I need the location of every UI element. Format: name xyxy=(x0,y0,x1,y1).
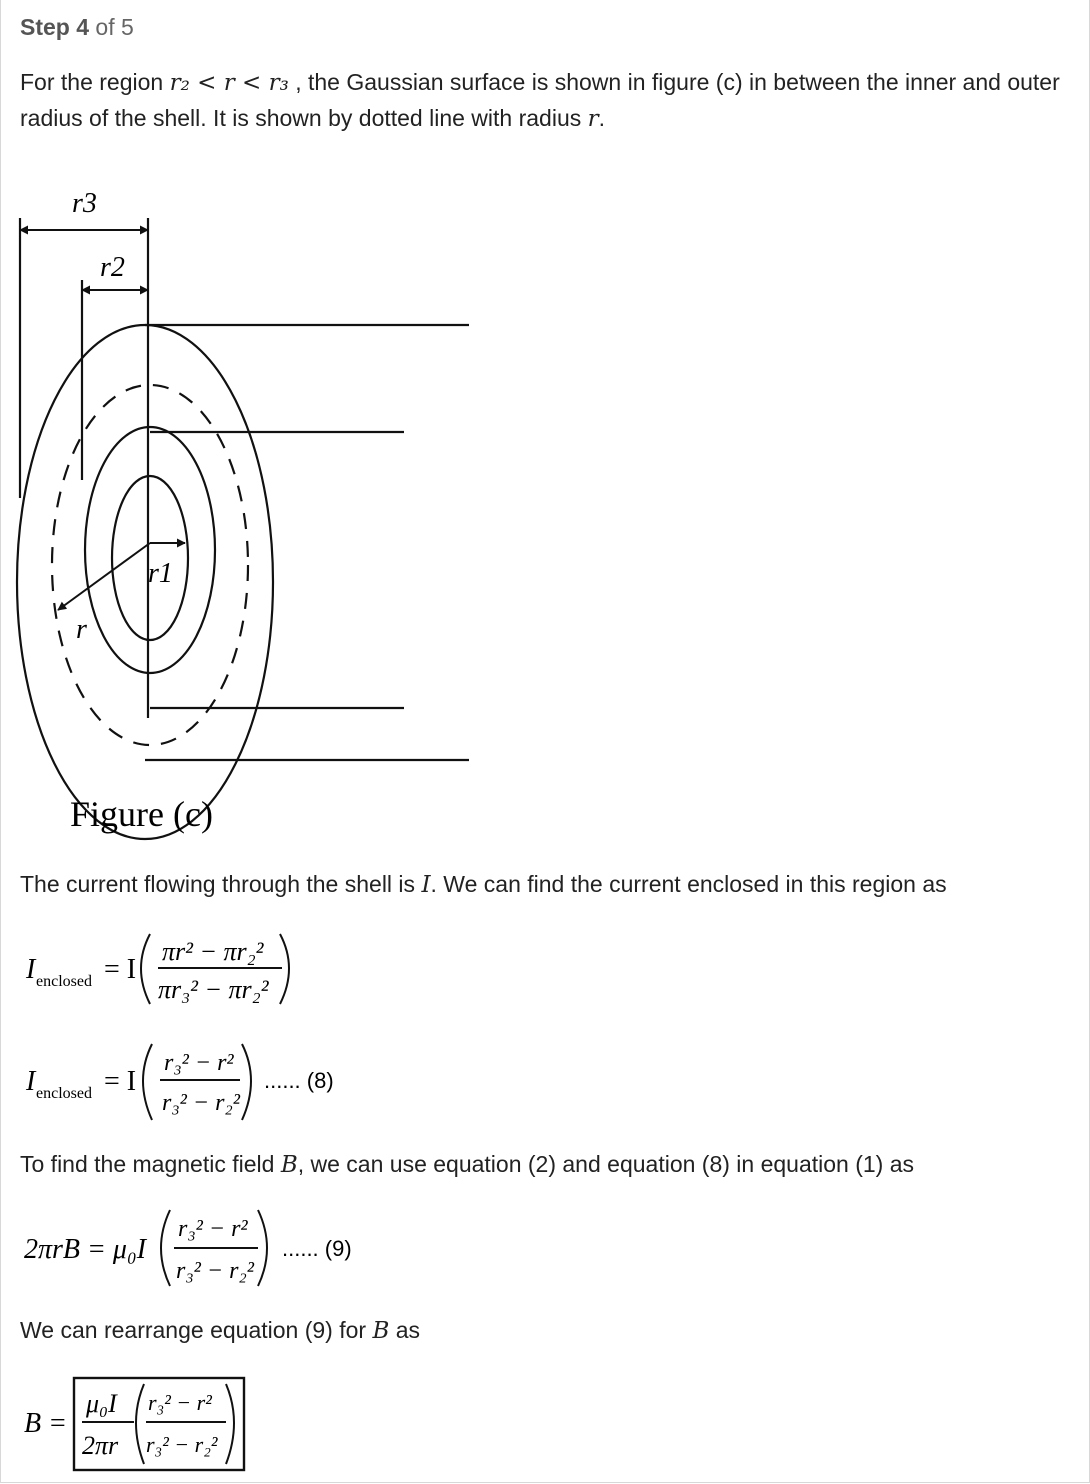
step-word: Step xyxy=(20,14,70,40)
eq8-denominator: r₃² − r₂² xyxy=(162,1090,240,1116)
result-f1-num: μ₀I xyxy=(86,1389,117,1418)
field-pre: To find the magnetic field xyxy=(20,1151,275,1177)
eq8-lhs-symbol: I xyxy=(26,1066,36,1097)
eq8-equals: = I xyxy=(104,1066,137,1097)
eq1-lhs-subscript: enclosed xyxy=(36,973,92,990)
eq9-tag: ...... (9) xyxy=(282,1236,352,1261)
label-r3: r3 xyxy=(72,188,97,219)
result-lhs: B = xyxy=(24,1408,67,1439)
step-header xyxy=(20,14,134,41)
intro-post: , the Gaussian surface is shown in figure (c) in between the inner and outer xyxy=(295,69,1060,95)
eq9-denominator: r₃² − r₂² xyxy=(176,1258,254,1284)
eq9-lhs: 2πrB = μ₀I xyxy=(24,1234,147,1265)
inner-shell-ellipse xyxy=(85,427,215,673)
result-f2-den: r₃² − r₂² xyxy=(146,1432,218,1457)
eq1-numerator: πr² − πr₂² xyxy=(162,937,264,966)
step-number: 4 xyxy=(76,14,90,40)
field-paragraph xyxy=(20,1146,914,1183)
eq1-equals: = I xyxy=(104,954,137,985)
eq8-numerator: r₃² − r² xyxy=(164,1050,234,1076)
rearrange-pre: We can rearrange equation (9) for xyxy=(20,1317,367,1343)
field-var: B xyxy=(280,1152,298,1178)
current-pre: The current flowing through the shell is xyxy=(20,871,416,897)
eq8-lhs-subscript: enclosed xyxy=(36,1085,92,1102)
eq9-numerator: r₃² − r² xyxy=(178,1216,248,1242)
equation-8 xyxy=(0,1034,400,1130)
intro-line-2 xyxy=(20,100,605,137)
region-condition: r₂ < r < r₃ xyxy=(169,70,289,96)
step-of: of xyxy=(95,14,115,40)
intro-line2-end: . xyxy=(598,105,606,131)
equation-enclosed-pi xyxy=(0,920,340,1020)
rearrange-post: as xyxy=(389,1317,421,1343)
equation-9 xyxy=(0,1200,420,1296)
intro-line2-var: r xyxy=(587,106,599,132)
intro-line2-text: radius of the shell. It is shown by dotted line with radius xyxy=(20,105,582,131)
outer-shell-ellipse xyxy=(17,325,273,839)
label-r2: r2 xyxy=(100,252,125,283)
eq1-lhs-symbol: I xyxy=(26,954,36,985)
rearrange-paragraph xyxy=(20,1312,420,1349)
figure-caption: Figure (c) xyxy=(70,794,213,834)
result-f2-num: r₃² − r² xyxy=(148,1390,212,1415)
r-radius-arrow xyxy=(58,543,150,610)
current-paragraph xyxy=(20,866,947,903)
label-r: r xyxy=(76,614,87,645)
result-f1-den: 2πr xyxy=(82,1431,119,1460)
figure-c-diagram xyxy=(0,180,500,860)
eq8-tag: ...... (8) xyxy=(264,1068,334,1093)
label-r1: r1 xyxy=(148,558,173,589)
current-post: . We can find the current enclosed in this region as xyxy=(430,871,947,897)
current-var: I xyxy=(421,872,431,898)
eq1-denominator: πr₃² − πr₂² xyxy=(158,975,269,1004)
intro-pre: For the region xyxy=(20,69,164,95)
rearrange-var: B xyxy=(372,1318,390,1344)
step-total: 5 xyxy=(121,14,134,40)
intro-line-1 xyxy=(20,64,1060,101)
field-post: , we can use equation (2) and equation (8) in equation (1) as xyxy=(297,1151,915,1177)
equation-result-boxed xyxy=(0,1372,300,1476)
